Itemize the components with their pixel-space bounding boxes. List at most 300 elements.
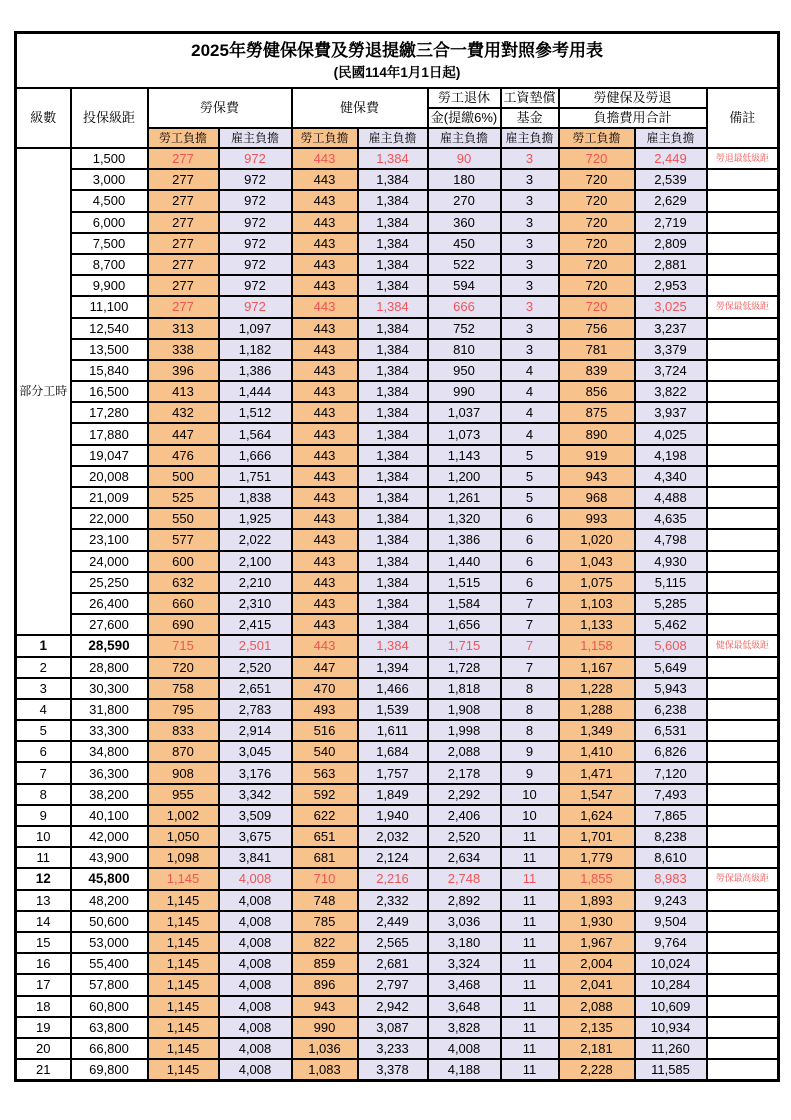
cell-health-employer: 1,611 <box>358 720 428 741</box>
header-level: 級數 <box>16 88 71 148</box>
cell-labor-self: 1,098 <box>148 847 219 868</box>
cell-total-employer: 4,930 <box>635 551 707 572</box>
cell-pension-employer: 1,715 <box>428 635 501 656</box>
cell-wage-fund-employer: 3 <box>501 169 559 190</box>
cell-level: 12 <box>16 868 71 889</box>
cell-labor-employer: 4,008 <box>219 974 292 995</box>
cell-remark <box>707 402 779 423</box>
cell-health-self: 443 <box>292 212 358 233</box>
cell-labor-self: 908 <box>148 762 219 783</box>
cell-labor-self: 632 <box>148 572 219 593</box>
cell-labor-self: 1,145 <box>148 974 219 995</box>
cell-wage-fund-employer: 11 <box>501 1038 559 1059</box>
cell-wage-fund-employer: 4 <box>501 423 559 444</box>
header-row-1 <box>16 88 779 108</box>
cell-total-self: 856 <box>559 381 635 402</box>
cell-health-self: 443 <box>292 551 358 572</box>
table-row <box>16 847 779 868</box>
cell-health-self: 447 <box>292 657 358 678</box>
cell-total-self: 2,135 <box>559 1017 635 1038</box>
cell-total-self: 1,701 <box>559 826 635 847</box>
cell-labor-employer: 1,386 <box>219 360 292 381</box>
cell-remark <box>707 339 779 360</box>
cell-total-self: 1,349 <box>559 720 635 741</box>
cell-total-employer: 4,798 <box>635 529 707 550</box>
cell-health-employer: 1,384 <box>358 148 428 169</box>
cell-labor-self: 277 <box>148 169 219 190</box>
cell-health-employer: 1,384 <box>358 402 428 423</box>
cell-health-self: 443 <box>292 169 358 190</box>
cell-labor-employer: 972 <box>219 233 292 254</box>
header-pension-line1: 勞工退休 <box>428 88 501 108</box>
cell-total-employer: 4,488 <box>635 487 707 508</box>
cell-remark <box>707 190 779 211</box>
cell-total-employer: 10,934 <box>635 1017 707 1038</box>
cell-health-self: 443 <box>292 318 358 339</box>
cell-health-employer: 2,565 <box>358 932 428 953</box>
cell-pension-employer: 1,584 <box>428 593 501 614</box>
cell-labor-employer: 2,651 <box>219 678 292 699</box>
cell-bracket: 16,500 <box>71 381 148 402</box>
cell-health-self: 443 <box>292 529 358 550</box>
cell-total-employer: 7,493 <box>635 784 707 805</box>
cell-total-self: 1,624 <box>559 805 635 826</box>
cell-remark <box>707 445 779 466</box>
cell-health-self: 822 <box>292 932 358 953</box>
cell-health-self: 443 <box>292 635 358 656</box>
cell-labor-employer: 2,022 <box>219 529 292 550</box>
cell-remark <box>707 911 779 932</box>
cell-labor-employer: 972 <box>219 148 292 169</box>
cell-labor-self: 525 <box>148 487 219 508</box>
cell-total-self: 756 <box>559 318 635 339</box>
cell-total-employer: 10,024 <box>635 953 707 974</box>
cell-labor-self: 338 <box>148 339 219 360</box>
cell-remark <box>707 529 779 550</box>
cell-level: 19 <box>16 1017 71 1038</box>
cell-labor-employer: 1,097 <box>219 318 292 339</box>
cell-health-self: 651 <box>292 826 358 847</box>
cell-total-employer: 3,025 <box>635 296 707 317</box>
cell-health-self: 563 <box>292 762 358 783</box>
table-row <box>16 572 779 593</box>
cell-level: 6 <box>16 741 71 762</box>
cell-bracket: 15,840 <box>71 360 148 381</box>
cell-total-self: 919 <box>559 445 635 466</box>
cell-health-self: 443 <box>292 190 358 211</box>
cell-remark <box>707 762 779 783</box>
cell-labor-self: 500 <box>148 466 219 487</box>
cell-health-self: 859 <box>292 953 358 974</box>
cell-total-employer: 2,953 <box>635 275 707 296</box>
cell-pension-employer: 1,818 <box>428 678 501 699</box>
cell-total-self: 2,181 <box>559 1038 635 1059</box>
cell-total-employer: 11,260 <box>635 1038 707 1059</box>
cell-labor-self: 432 <box>148 402 219 423</box>
cell-labor-self: 660 <box>148 593 219 614</box>
cell-total-self: 1,158 <box>559 635 635 656</box>
cell-labor-employer: 3,675 <box>219 826 292 847</box>
cell-level: 18 <box>16 996 71 1017</box>
cell-bracket: 34,800 <box>71 741 148 762</box>
cell-wage-fund-employer: 11 <box>501 974 559 995</box>
header-bracket: 投保級距 <box>71 88 148 148</box>
cell-remark: 勞保最低級距 <box>707 296 779 317</box>
cell-labor-self: 833 <box>148 720 219 741</box>
cell-wage-fund-employer: 11 <box>501 890 559 911</box>
cell-pension-employer: 2,178 <box>428 762 501 783</box>
cell-labor-employer: 4,008 <box>219 890 292 911</box>
cell-total-self: 720 <box>559 148 635 169</box>
cell-total-self: 720 <box>559 169 635 190</box>
cell-pension-employer: 1,037 <box>428 402 501 423</box>
table-row <box>16 1038 779 1059</box>
cell-labor-employer: 1,444 <box>219 381 292 402</box>
cell-labor-self: 758 <box>148 678 219 699</box>
cell-remark: 勞退最低級距 <box>707 148 779 169</box>
cell-bracket: 17,880 <box>71 423 148 444</box>
cell-labor-employer: 4,008 <box>219 932 292 953</box>
cell-wage-fund-employer: 3 <box>501 190 559 211</box>
cell-health-self: 1,036 <box>292 1038 358 1059</box>
cell-bracket: 1,500 <box>71 148 148 169</box>
cell-health-self: 540 <box>292 741 358 762</box>
cell-level: 2 <box>16 657 71 678</box>
cell-total-employer: 10,609 <box>635 996 707 1017</box>
cell-wage-fund-employer: 10 <box>501 805 559 826</box>
subheader-total-self: 勞工負擔 <box>559 128 635 148</box>
cell-wage-fund-employer: 8 <box>501 678 559 699</box>
table-row <box>16 1059 779 1081</box>
cell-bracket: 8,700 <box>71 254 148 275</box>
cell-bracket: 31,800 <box>71 699 148 720</box>
cell-remark <box>707 614 779 635</box>
cell-total-self: 1,043 <box>559 551 635 572</box>
cell-remark <box>707 1038 779 1059</box>
cell-labor-self: 1,145 <box>148 911 219 932</box>
table-row <box>16 678 779 699</box>
cell-labor-employer: 4,008 <box>219 996 292 1017</box>
cell-bracket: 20,008 <box>71 466 148 487</box>
cell-pension-employer: 810 <box>428 339 501 360</box>
cell-wage-fund-employer: 11 <box>501 953 559 974</box>
cell-labor-self: 447 <box>148 423 219 444</box>
cell-remark <box>707 996 779 1017</box>
cell-labor-self: 1,145 <box>148 890 219 911</box>
cell-wage-fund-employer: 9 <box>501 741 559 762</box>
table-row <box>16 932 779 953</box>
cell-bracket: 25,250 <box>71 572 148 593</box>
header-total-line2: 負擔費用合計 <box>559 108 707 128</box>
table-row <box>16 635 779 656</box>
cell-remark <box>707 890 779 911</box>
cell-wage-fund-employer: 5 <box>501 445 559 466</box>
cell-labor-employer: 2,783 <box>219 699 292 720</box>
cell-total-employer: 7,865 <box>635 805 707 826</box>
cell-total-employer: 6,531 <box>635 720 707 741</box>
cell-labor-self: 577 <box>148 529 219 550</box>
cell-health-employer: 1,384 <box>358 508 428 529</box>
table-row <box>16 699 779 720</box>
table-row <box>16 402 779 423</box>
cell-health-self: 443 <box>292 381 358 402</box>
cell-total-employer: 2,449 <box>635 148 707 169</box>
cell-remark <box>707 381 779 402</box>
cell-health-employer: 1,384 <box>358 169 428 190</box>
cell-labor-employer: 1,564 <box>219 423 292 444</box>
cell-bracket: 22,000 <box>71 508 148 529</box>
cell-health-employer: 1,466 <box>358 678 428 699</box>
cell-labor-employer: 1,838 <box>219 487 292 508</box>
cell-remark <box>707 847 779 868</box>
cell-pension-employer: 2,088 <box>428 741 501 762</box>
cell-total-employer: 4,635 <box>635 508 707 529</box>
cell-total-self: 1,967 <box>559 932 635 953</box>
cell-labor-self: 955 <box>148 784 219 805</box>
table-row <box>16 1017 779 1038</box>
cell-wage-fund-employer: 3 <box>501 148 559 169</box>
table-row <box>16 657 779 678</box>
cell-total-self: 1,779 <box>559 847 635 868</box>
cell-wage-fund-employer: 11 <box>501 996 559 1017</box>
cell-remark <box>707 932 779 953</box>
cell-wage-fund-employer: 7 <box>501 614 559 635</box>
cell-total-self: 890 <box>559 423 635 444</box>
cell-level: 13 <box>16 890 71 911</box>
cell-remark <box>707 826 779 847</box>
cell-total-employer: 6,826 <box>635 741 707 762</box>
cell-labor-employer: 2,501 <box>219 635 292 656</box>
cell-labor-employer: 2,914 <box>219 720 292 741</box>
cell-level: 11 <box>16 847 71 868</box>
subheader-wage-fund-employer: 雇主負擔 <box>501 128 559 148</box>
cell-labor-employer: 1,512 <box>219 402 292 423</box>
cell-wage-fund-employer: 11 <box>501 911 559 932</box>
cell-health-employer: 1,384 <box>358 635 428 656</box>
cell-health-employer: 1,384 <box>358 233 428 254</box>
cell-health-self: 443 <box>292 487 358 508</box>
cell-bracket: 43,900 <box>71 847 148 868</box>
cell-labor-employer: 2,310 <box>219 593 292 614</box>
cell-health-employer: 1,757 <box>358 762 428 783</box>
cell-labor-employer: 2,415 <box>219 614 292 635</box>
subheader-total-employer: 雇主負擔 <box>635 128 707 148</box>
cell-health-employer: 3,087 <box>358 1017 428 1038</box>
cell-labor-employer: 972 <box>219 212 292 233</box>
cell-bracket: 40,100 <box>71 805 148 826</box>
cell-level: 9 <box>16 805 71 826</box>
cell-labor-self: 1,145 <box>148 996 219 1017</box>
cell-wage-fund-employer: 11 <box>501 847 559 868</box>
cell-labor-self: 690 <box>148 614 219 635</box>
cell-total-self: 1,471 <box>559 762 635 783</box>
cell-bracket: 42,000 <box>71 826 148 847</box>
cell-health-self: 1,083 <box>292 1059 358 1081</box>
cell-pension-employer: 270 <box>428 190 501 211</box>
part-time-cell: 部分工時 <box>16 148 71 635</box>
cell-health-self: 443 <box>292 593 358 614</box>
header-wage-fund-line1: 工資墊償 <box>501 88 559 108</box>
cell-health-employer: 1,849 <box>358 784 428 805</box>
cell-remark <box>707 784 779 805</box>
cell-total-self: 1,930 <box>559 911 635 932</box>
cell-health-employer: 1,384 <box>358 551 428 572</box>
table-row <box>16 381 779 402</box>
cell-health-employer: 2,797 <box>358 974 428 995</box>
cell-labor-employer: 4,008 <box>219 911 292 932</box>
cell-health-employer: 2,032 <box>358 826 428 847</box>
cell-bracket: 28,590 <box>71 635 148 656</box>
cell-labor-employer: 2,520 <box>219 657 292 678</box>
cell-labor-employer: 2,210 <box>219 572 292 593</box>
cell-pension-employer: 4,008 <box>428 1038 501 1059</box>
cell-pension-employer: 1,998 <box>428 720 501 741</box>
cell-total-self: 1,228 <box>559 678 635 699</box>
cell-total-employer: 8,983 <box>635 868 707 889</box>
table-row <box>16 614 779 635</box>
cell-health-employer: 1,384 <box>358 445 428 466</box>
cell-labor-self: 277 <box>148 275 219 296</box>
cell-total-self: 720 <box>559 254 635 275</box>
cell-level: 5 <box>16 720 71 741</box>
cell-total-self: 839 <box>559 360 635 381</box>
cell-wage-fund-employer: 11 <box>501 826 559 847</box>
cell-total-employer: 3,379 <box>635 339 707 360</box>
cell-level: 14 <box>16 911 71 932</box>
cell-wage-fund-employer: 6 <box>501 572 559 593</box>
cell-remark <box>707 233 779 254</box>
cell-health-self: 622 <box>292 805 358 826</box>
cell-health-self: 748 <box>292 890 358 911</box>
table-row <box>16 339 779 360</box>
cell-total-self: 943 <box>559 466 635 487</box>
cell-total-employer: 2,629 <box>635 190 707 211</box>
cell-level: 15 <box>16 932 71 953</box>
cell-pension-employer: 1,440 <box>428 551 501 572</box>
cell-level: 21 <box>16 1059 71 1081</box>
cell-bracket: 13,500 <box>71 339 148 360</box>
cell-pension-employer: 2,748 <box>428 868 501 889</box>
cell-remark: 勞保最高級距 <box>707 868 779 889</box>
cell-level: 16 <box>16 953 71 974</box>
cell-remark <box>707 974 779 995</box>
cell-labor-self: 600 <box>148 551 219 572</box>
cell-total-employer: 5,943 <box>635 678 707 699</box>
fee-comparison-table <box>14 31 780 1082</box>
cell-level: 7 <box>16 762 71 783</box>
cell-health-employer: 3,233 <box>358 1038 428 1059</box>
table-row <box>16 529 779 550</box>
cell-labor-self: 277 <box>148 212 219 233</box>
cell-pension-employer: 2,520 <box>428 826 501 847</box>
cell-total-self: 2,004 <box>559 953 635 974</box>
cell-health-employer: 1,384 <box>358 190 428 211</box>
cell-labor-employer: 2,100 <box>219 551 292 572</box>
cell-remark: 健保最低級距 <box>707 635 779 656</box>
cell-total-employer: 3,937 <box>635 402 707 423</box>
cell-level: 3 <box>16 678 71 699</box>
cell-labor-employer: 3,509 <box>219 805 292 826</box>
cell-health-employer: 1,384 <box>358 381 428 402</box>
cell-health-employer: 1,394 <box>358 657 428 678</box>
cell-health-employer: 2,942 <box>358 996 428 1017</box>
cell-wage-fund-employer: 7 <box>501 635 559 656</box>
cell-health-employer: 1,384 <box>358 487 428 508</box>
cell-total-employer: 5,285 <box>635 593 707 614</box>
table-row <box>16 826 779 847</box>
cell-wage-fund-employer: 9 <box>501 762 559 783</box>
cell-wage-fund-employer: 3 <box>501 212 559 233</box>
cell-labor-employer: 4,008 <box>219 953 292 974</box>
header-remark: 備註 <box>707 88 779 148</box>
cell-labor-self: 795 <box>148 699 219 720</box>
cell-remark <box>707 593 779 614</box>
cell-health-employer: 1,384 <box>358 360 428 381</box>
cell-remark <box>707 466 779 487</box>
cell-bracket: 27,600 <box>71 614 148 635</box>
header-health-insurance: 健保費 <box>292 88 428 128</box>
cell-labor-self: 277 <box>148 190 219 211</box>
cell-bracket: 7,500 <box>71 233 148 254</box>
cell-health-self: 896 <box>292 974 358 995</box>
cell-remark <box>707 318 779 339</box>
cell-health-self: 493 <box>292 699 358 720</box>
cell-health-employer: 2,216 <box>358 868 428 889</box>
cell-pension-employer: 3,180 <box>428 932 501 953</box>
cell-level: 8 <box>16 784 71 805</box>
header-pension-line2: 金(提繳6%) <box>428 108 501 128</box>
cell-total-self: 720 <box>559 190 635 211</box>
cell-remark <box>707 508 779 529</box>
cell-total-employer: 5,115 <box>635 572 707 593</box>
cell-bracket: 12,540 <box>71 318 148 339</box>
cell-total-employer: 8,238 <box>635 826 707 847</box>
cell-remark <box>707 212 779 233</box>
cell-bracket: 30,300 <box>71 678 148 699</box>
cell-wage-fund-employer: 5 <box>501 466 559 487</box>
cell-labor-employer: 972 <box>219 296 292 317</box>
cell-health-employer: 1,384 <box>358 593 428 614</box>
table-body <box>16 148 779 1081</box>
cell-health-self: 516 <box>292 720 358 741</box>
cell-health-employer: 1,384 <box>358 614 428 635</box>
cell-labor-self: 870 <box>148 741 219 762</box>
cell-wage-fund-employer: 6 <box>501 551 559 572</box>
cell-total-employer: 3,724 <box>635 360 707 381</box>
cell-remark <box>707 657 779 678</box>
cell-health-self: 443 <box>292 423 358 444</box>
cell-bracket: 21,009 <box>71 487 148 508</box>
cell-total-self: 720 <box>559 275 635 296</box>
cell-labor-self: 277 <box>148 296 219 317</box>
cell-health-employer: 1,384 <box>358 212 428 233</box>
cell-bracket: 48,200 <box>71 890 148 911</box>
cell-wage-fund-employer: 3 <box>501 275 559 296</box>
table-row <box>16 169 779 190</box>
cell-total-employer: 4,025 <box>635 423 707 444</box>
table-row <box>16 487 779 508</box>
cell-wage-fund-employer: 7 <box>501 657 559 678</box>
cell-health-self: 443 <box>292 360 358 381</box>
cell-labor-employer: 4,008 <box>219 1038 292 1059</box>
cell-bracket: 9,900 <box>71 275 148 296</box>
cell-total-self: 1,288 <box>559 699 635 720</box>
cell-wage-fund-employer: 6 <box>501 508 559 529</box>
cell-labor-self: 313 <box>148 318 219 339</box>
cell-labor-employer: 4,008 <box>219 1059 292 1081</box>
table-row <box>16 296 779 317</box>
table-row <box>16 423 779 444</box>
